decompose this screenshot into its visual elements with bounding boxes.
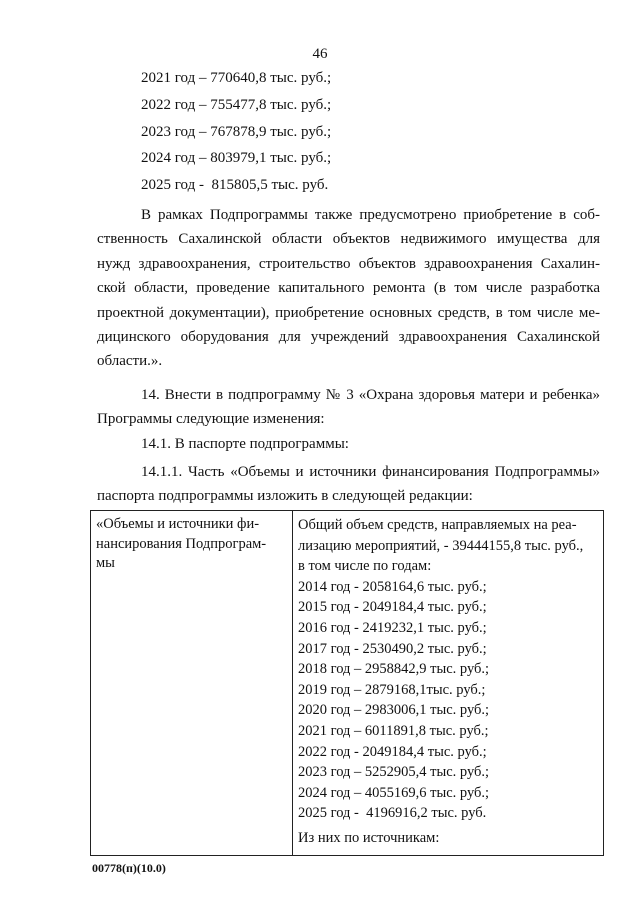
table-cell-label bbox=[91, 511, 293, 856]
paragraph-line: области.». bbox=[97, 353, 163, 370]
cell-line: мы bbox=[96, 555, 115, 571]
cell-line: нансирования Подпрограм- bbox=[96, 535, 267, 552]
cell-line: 2021 год – 6011891,8 тыс. руб.; bbox=[298, 722, 489, 739]
cell-line: Из них по источникам: bbox=[298, 829, 440, 846]
year-line: 2024 год – 803979,1 тыс. руб.; bbox=[141, 150, 332, 166]
paragraph-line: В рамках Подпрограммы также предусмотрено приобретение в соб- bbox=[141, 207, 600, 223]
paragraph-line: ственность Сахалинской области объектов недвижимого имущества для bbox=[97, 231, 600, 248]
footer-code: 00778(п)(10.0) bbox=[92, 861, 166, 875]
paragraph-line: ской области, проведение капитального ремонта (в том числе разработка bbox=[97, 280, 600, 297]
cell-line: 2020 год – 2983006,1 тыс. руб.; bbox=[298, 702, 490, 719]
paragraph-line: 14. Внести в подпрограмму № 3 «Охрана здоровья матери и ребенка» bbox=[141, 387, 600, 403]
cell-line: 2019 год – 2879168,1тыс. руб.; bbox=[298, 681, 486, 698]
cell-line: 2017 год - 2530490,2 тыс. руб.; bbox=[298, 640, 487, 657]
item-14-paragraph bbox=[97, 383, 600, 432]
cell-line: 2023 год – 5252905,4 тыс. руб.; bbox=[298, 764, 490, 781]
cell-line: 2014 год - 2058164,6 тыс. руб.; bbox=[298, 578, 487, 595]
cell-line: «Объемы и источники фи- bbox=[96, 516, 260, 532]
cell-line: 2015 год - 2049184,4 тыс. руб.; bbox=[298, 599, 487, 616]
table-cell-value bbox=[293, 511, 604, 856]
cell-line: Общий объем средств, направляемых на реа- bbox=[298, 517, 577, 533]
cell-line: лизацию мероприятий, - 39444155,8 тыс. руб., bbox=[298, 537, 584, 554]
cell-line: 2022 год - 2049184,4 тыс. руб.; bbox=[298, 743, 487, 760]
year-line: 2025 год - 815805,5 тыс. руб. bbox=[141, 177, 329, 193]
cell-line: 2024 год – 4055169,6 тыс. руб.; bbox=[298, 784, 490, 801]
year-line: 2023 год – 767878,9 тыс. руб.; bbox=[141, 124, 332, 140]
paragraph-line: 14.1.1. Часть «Объемы и источники финансирования Подпрограммы» bbox=[141, 464, 600, 480]
year-line: 2022 год – 755477,8 тыс. руб.; bbox=[141, 97, 332, 113]
item-14-1-1-paragraph bbox=[97, 460, 600, 509]
cell-line: 2025 год - 4196916,2 тыс. руб. bbox=[298, 805, 487, 822]
page-number: 46 bbox=[312, 46, 328, 62]
subprogram-paragraph bbox=[97, 203, 600, 374]
paragraph-line: дицинского оборудования для учреждений здравоохранения Сахалинской bbox=[97, 329, 600, 346]
financing-table bbox=[90, 510, 604, 856]
paragraph-line: нужд здравоохранения, строительство объектов здравоохранения Сахалин- bbox=[97, 255, 600, 272]
cell-line: 2018 год – 2958842,9 тыс. руб.; bbox=[298, 661, 490, 678]
paragraph-line: Программы следующие изменения: bbox=[97, 411, 325, 428]
cell-line: 2016 год - 2419232,1 тыс. руб.; bbox=[298, 619, 487, 636]
cell-line: в том числе по годам: bbox=[298, 558, 432, 575]
paragraph-line: паспорта подпрограммы изложить в следующей редакции: bbox=[97, 488, 473, 505]
year-line: 2021 год – 770640,8 тыс. руб.; bbox=[141, 70, 332, 86]
paragraph-line: проектной документации), приобретение основных средств, в том числе ме- bbox=[97, 304, 600, 321]
table-row bbox=[91, 511, 604, 856]
item-14-1-heading: 14.1. В паспорте подпрограммы: bbox=[141, 436, 349, 452]
